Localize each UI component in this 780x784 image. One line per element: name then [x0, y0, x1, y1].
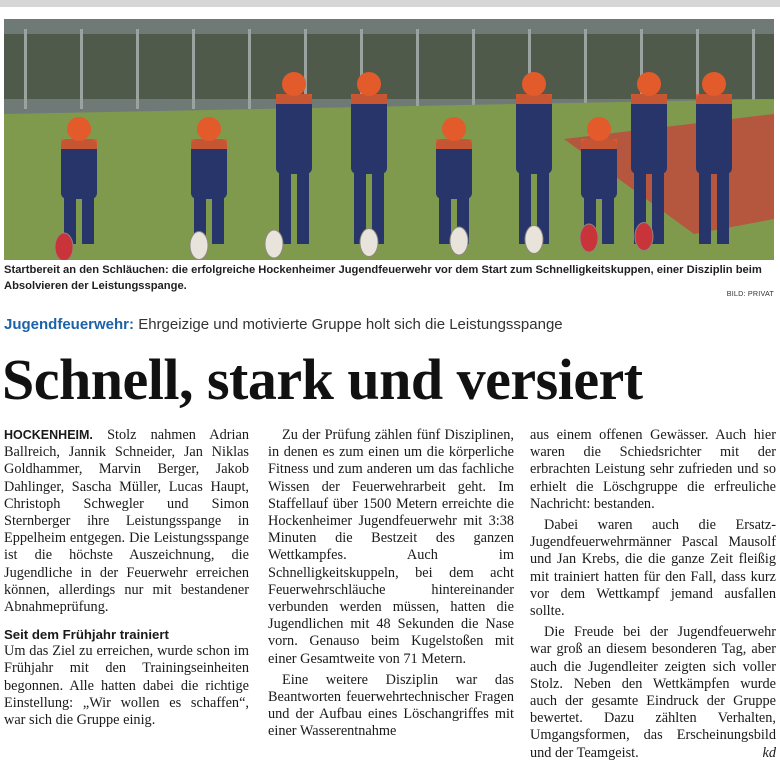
- photo-fence-post: [416, 29, 419, 109]
- article-paragraph: Dabei waren auch die Ersatz-Jugendfeuerwehrmänner Pascal Mausolf und Jan Krebs, die die ganze Zeit fleißig mit trainiert hatten für den Fall, dass kurz vor dem Wettkampf jemand ausfallen sollte.: [530, 517, 776, 620]
- article-paragraph: Um das Ziel zu erreichen, wurde schon im Frühjahr mit den Trainingseinheiten begonnen. Alle hatten dabei die richtige Einstellung: „Wir wollen es schaffen“, war sich die Gruppe einig.: [4, 643, 249, 729]
- article-paragraph: aus einem offenen Gewässer. Auch hier waren die Schiedsrichter mit der erbrachten Leistung sehr zufrieden und so erhielt die Löschgruppe die erfreuliche Nachricht: bestanden.: [530, 427, 776, 512]
- firefighter-helmet: [522, 72, 546, 96]
- hose-roll: [635, 223, 653, 251]
- firefighter-body: [631, 94, 667, 174]
- hose-roll: [265, 230, 283, 258]
- firefighter-helmet: [197, 117, 221, 141]
- kicker: [4, 316, 563, 333]
- firefighter-body: [276, 94, 312, 174]
- photo-fence-post: [584, 29, 587, 109]
- article-paragraph: Zu der Prüfung zählen fünf Disziplinen, in denen es zum einen um die körperliche Fitness und zum anderen um das fachliche Wissen der Feuerwehrarbeit geht. Im Staffellauf über 1500 Metern erreichte die Hockenheimer Jugendfeuerwehr mit 3:38 Minuten die Bestzeit des ganzen Wettkampfes. Auch im Schnelligkeitskuppeln, bei dem acht Feuerwehrschläuche hintereinander verbunden werden müssen, hatten die Jugendlichen mit 48 Sekunden die Nase vorn. Genauso beim Kugelstoßen mit einer Gesamtweite von 71 Metern.: [268, 427, 514, 667]
- firefighter-helmet: [67, 117, 91, 141]
- firefighter-body: [696, 94, 732, 174]
- hose-roll: [525, 226, 543, 254]
- hose-roll: [580, 224, 598, 252]
- article-photo: [4, 19, 774, 260]
- article-paragraph: Eine weitere Disziplin war das Beantworten feuerwehrtechnischer Fragen und der Aufbau eines Löschangriffes mit einer Wasserentnahme: [268, 671, 514, 740]
- firefighter-leg: [699, 169, 711, 244]
- photo-fence-post: [248, 29, 251, 109]
- hose-roll: [55, 233, 73, 260]
- photo-fence-post: [752, 29, 755, 109]
- article-paragraph: [530, 624, 776, 762]
- article-text: Stolz nahmen Adrian Ballreich, Jannik Schneider, Jan Niklas Goldhammer, Marvin Berger, Jakob Dahlinger, Sascha Müller, Lucas Haupt, Christoph Schwegler und Simon Sternberger ihre Leistungsspange in Eppelheim entgegen. Die Leistungsspange ist die höchste Auszeichnung, die Jugendliche in der Feuerwehr erreichen können, allerdings nur mit bestandener Abnahmeprüfung.: [4, 427, 249, 616]
- headline: Schnell, stark und versiert: [2, 347, 643, 412]
- article-paragraph: [4, 427, 249, 616]
- kicker-text: Ehrgeizige und motivierte Gruppe holt sich die Leistungsspange: [138, 316, 563, 333]
- firefighter-body: [351, 94, 387, 174]
- firefighter-leg: [652, 169, 664, 244]
- subheading: Seit dem Frühjahr trainiert: [4, 627, 169, 643]
- kicker-label: Jugendfeuerwehr:: [4, 316, 135, 333]
- author-signature: kd: [762, 744, 776, 761]
- photo-fence-post: [136, 29, 139, 109]
- firefighter-leg: [82, 194, 94, 244]
- top-rule: [0, 0, 780, 7]
- firefighter-helmet: [702, 72, 726, 96]
- firefighter-helmet: [637, 72, 661, 96]
- photo-illustration: [4, 19, 774, 260]
- firefighter-leg: [602, 194, 614, 244]
- firefighter-leg: [439, 194, 451, 244]
- hose-roll: [190, 232, 208, 260]
- photo-fence-post: [472, 29, 475, 109]
- firefighter-leg: [297, 169, 309, 244]
- photo-fence-post: [80, 29, 83, 109]
- photo-fence-post: [192, 29, 195, 109]
- firefighter-helmet: [587, 117, 611, 141]
- firefighter-leg: [717, 169, 729, 244]
- firefighter-helmet: [442, 117, 466, 141]
- dateline: HOCKENHEIM.: [4, 428, 93, 442]
- firefighter-helmet: [357, 72, 381, 96]
- article-column-1: [4, 427, 249, 729]
- photo-caption: Startbereit an den Schläuchen: die erfolgreiche Hockenheimer Jugendfeuerwehr vor dem Start zum Schnelligkeitskuppen, einer Disziplin beim Absolvieren der Leistungsspange.: [4, 264, 762, 292]
- firefighter-leg: [279, 169, 291, 244]
- photo-fence-post: [24, 29, 27, 109]
- firefighter-helmet: [282, 72, 306, 96]
- article-column-3: [530, 427, 776, 762]
- article-column-2: [268, 427, 514, 741]
- photo-credit: BILD: PRIVAT: [726, 289, 774, 298]
- hose-roll: [360, 229, 378, 257]
- firefighter-body: [516, 94, 552, 174]
- article-text: Die Freude bei der Jugendfeuerwehr war groß an diesem besonderen Tag, aber auch die Jugendleiter zeigten sich voller Stolz. Neben den Wettkämpfen wurde auch der gesamte Eindruck der Gruppe bewertet. Dazu zählten Verhalten, Umgangsformen, das Erscheinungsbild und der Teamgeist.: [530, 624, 776, 761]
- hose-roll: [450, 227, 468, 255]
- firefighter-leg: [212, 194, 224, 244]
